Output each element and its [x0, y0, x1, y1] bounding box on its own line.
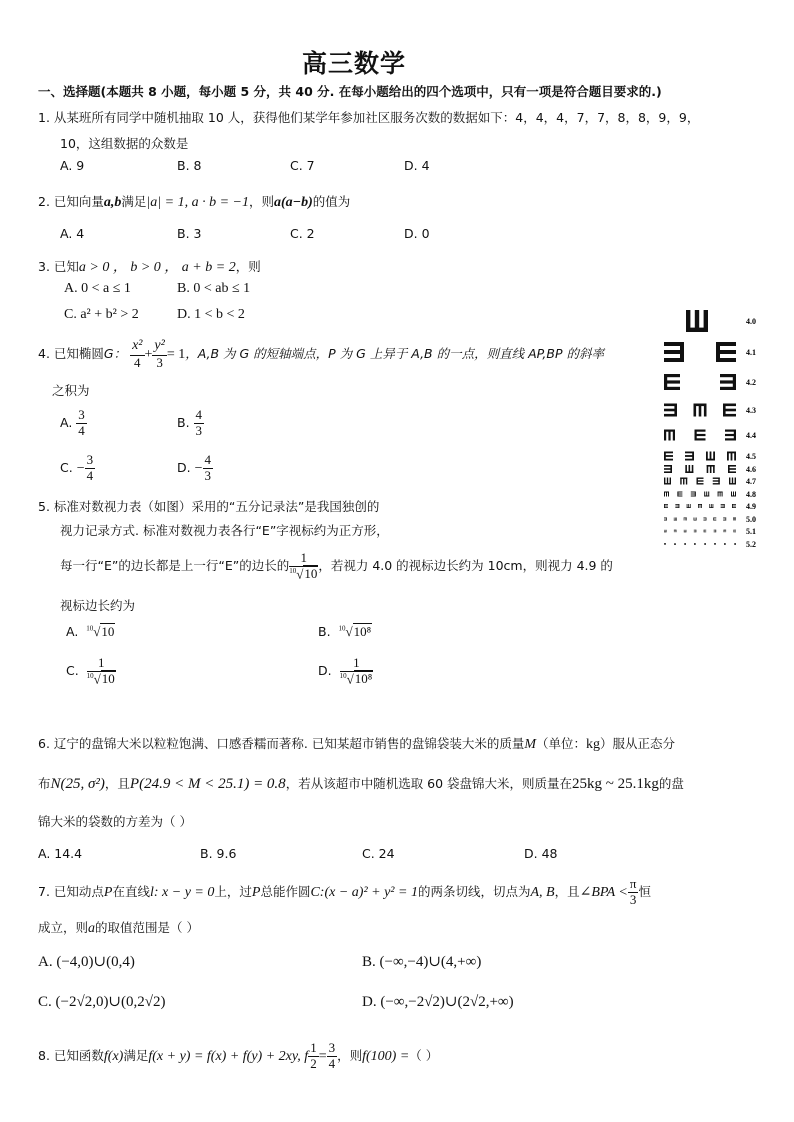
- question-5-line4: 视标边长约为: [60, 598, 136, 613]
- q4-option-b: B. $\frac{4}{3}$: [177, 407, 203, 438]
- q6-option-c: C. 24: [362, 846, 395, 861]
- eye-chart-e-7-4: [729, 478, 736, 485]
- eye-chart-level-label: 4.7: [746, 477, 756, 486]
- eye-chart-level-label: 4.4: [746, 431, 756, 440]
- q2-suffix: ，则: [248, 194, 274, 209]
- question-5-line2: 视力记录方式. 标准对数视力表各行“E”字视标约为正方形，: [60, 523, 389, 538]
- q3-option-d: D. 1 < b < 2: [177, 307, 245, 322]
- eye-chart-e-4-1: [695, 430, 706, 441]
- eye-chart-e-12-6: [724, 543, 726, 545]
- question-5-line3: 每一行“E”的边长都是上一行“E”的边长的 $\frac{1}{^{10}√10}$ ，若视力 4.0 的视标边长约为 10cm，则视力 4.9 的: [60, 549, 613, 582]
- q3-option-b: B. 0 < ab ≤ 1: [177, 281, 251, 296]
- eye-chart-e-7-0: [664, 478, 671, 485]
- q4-option-a: A. $\frac{3}{4}$: [60, 407, 85, 438]
- eye-chart-e-8-5: [731, 492, 736, 497]
- eye-chart-e-6-3: [728, 465, 736, 473]
- eye-chart-e-8-4: [718, 492, 723, 497]
- eye-chart-e-7-3: [713, 478, 720, 485]
- q1-option-b: B. 8: [177, 158, 202, 173]
- eye-chart-e-7-1: [680, 478, 687, 485]
- eye-chart-level-label: 4.1: [746, 348, 756, 357]
- q2-end: 的值为: [312, 194, 351, 209]
- eye-chart-e-10-0: [664, 518, 667, 521]
- eye-chart-e-12-3: [694, 543, 696, 545]
- q4-line2: 之积为: [52, 383, 90, 398]
- eye-chart-e-10-3: [694, 518, 697, 521]
- q4-x-fraction: $\frac{\text{x²}}{4}$: [132, 338, 143, 370]
- q3-prefix: 3. 已知: [38, 259, 79, 274]
- eye-chart-e-8-1: [677, 492, 682, 497]
- q4-g: G：: [103, 346, 127, 361]
- q2-option-c: C. 2: [290, 226, 315, 241]
- eye-chart-e-10-5: [713, 518, 716, 521]
- eye-chart-e-4-0: [664, 430, 675, 441]
- eye-chart-e-12-1: [674, 543, 676, 545]
- q7-option-b: B. (−∞,−4)∪(4,+∞): [362, 954, 482, 970]
- q7-option-c: C. (−2√2,0)∪(0,2√2): [38, 994, 166, 1010]
- eye-chart-e-12-2: [684, 543, 686, 545]
- q6-option-b: B. 9.6: [200, 846, 237, 861]
- question-7-line1: 7. 已知动点P在直线l: x − y = 0上，过P总能作圆C:(x − a)² + y² = 1的两条切线，切点为A, B，且∠BPA < $\frac{\pi}{3}$ 恒: [38, 876, 651, 907]
- q3-suffix: ，则: [235, 259, 261, 274]
- q2-expr: a(a−b): [273, 195, 313, 210]
- q3-option-a: A. 0 < a ≤ 1: [64, 281, 131, 296]
- eye-chart-e-9-0: [664, 504, 668, 508]
- q7-option-a: A. (−4,0)∪(0,4): [38, 954, 135, 970]
- q5-option-a: A. $^{10}$√10: [66, 624, 115, 639]
- eye-chart-e-5-1: [685, 452, 694, 461]
- q1-option-a: A. 9: [60, 158, 85, 173]
- eye-chart-e-9-2: [687, 504, 691, 508]
- eye-chart-level-label: 5.1: [746, 527, 756, 536]
- eye-chart-e-6-2: [707, 465, 715, 473]
- q1-option-d: D. 4: [404, 158, 430, 173]
- question-5-line1: 5. 标准对数视力表（如图）采用的“五分记录法”是我国独创的: [38, 499, 380, 514]
- question-2: [38, 192, 350, 211]
- question-6-line3: 锦大米的袋数的方差为（ ）: [38, 814, 192, 829]
- eye-chart-level-label: 4.2: [746, 378, 756, 387]
- q2-option-a: A. 4: [60, 226, 85, 241]
- question-1-line1: 1. 从某班所有同学中随机抽取 10 人，获得他们某学年参加社区服务次数的数据如下：4，4，4，7，7，8，8，9，9，: [38, 110, 700, 125]
- eye-chart-e-11-5: [714, 530, 717, 533]
- eye-chart-level-label: 4.9: [746, 502, 756, 511]
- q1-option-c: C. 7: [290, 158, 315, 173]
- eye-chart-level-label: 4.0: [746, 317, 756, 326]
- q4-text: ，A,B 为 G 的短轴端点，P 为 G 上异于 A,B 的一点，则直线 AP,BP 的斜率: [185, 346, 604, 361]
- eye-chart-e-9-5: [721, 504, 725, 508]
- eye-chart-e-3-0: [664, 404, 677, 417]
- eye-chart-level-label: 4.5: [746, 452, 756, 461]
- question-4: [38, 336, 604, 373]
- eye-chart-e-5-2: [706, 452, 715, 461]
- eye-chart-e-10-6: [723, 518, 726, 521]
- eye-chart-level-label: 4.6: [746, 465, 756, 474]
- section-header: 一、选择题(本题共 8 小题，每小题 5 分，共 40 分. 在每小题给出的四个选项中，只有一项是符合题目要求的.): [38, 84, 662, 99]
- eye-chart-e-11-7: [734, 530, 737, 533]
- eye-chart-e-6-0: [664, 465, 672, 473]
- q4-option-d: D. − $\frac{4}{3}$: [177, 452, 211, 483]
- eye-chart-e-5-0: [664, 452, 673, 461]
- eye-chart-e-5-3: [727, 452, 736, 461]
- eye-chart-e-12-0: [664, 543, 666, 545]
- eye-chart-level-label: 4.3: [746, 406, 756, 415]
- q2-vars: a,b: [103, 195, 122, 210]
- question-1-line2: 10，这组数据的众数是: [60, 136, 189, 151]
- eye-chart-e-8-3: [704, 492, 709, 497]
- q3-condition: a > 0 ， b > 0 ， a + b = 2: [78, 260, 236, 275]
- question-8: 8. 已知函数f(x)满足f(x + y) = f(x) + f(y) + 2xy, f $\frac{1}{2}$ = $\frac{3}{4}$ ，则f(100) =（ ）: [38, 1040, 439, 1071]
- eye-chart-e-9-3: [698, 504, 702, 508]
- q2-option-d: D. 0: [404, 226, 430, 241]
- eye-chart-e-11-6: [724, 530, 727, 533]
- q2-condition: |a| = 1, a · b = −1: [146, 195, 249, 210]
- eye-chart-e-10-2: [684, 518, 687, 521]
- eye-chart-e-8-0: [664, 492, 669, 497]
- eye-chart-e-2-0: [664, 374, 680, 390]
- eye-chart-e-11-3: [694, 530, 697, 533]
- question-6-line1: 6. 辽宁的盘锦大米以粒粒饱满、口感香糯而著称. 已知某超市销售的盘锦袋装大米的质量M（单位：kg）服从正态分: [38, 736, 676, 752]
- eye-chart-e-1-0: [664, 342, 684, 362]
- eye-chart-e-11-4: [704, 530, 707, 533]
- eye-chart-figure: [660, 305, 770, 550]
- q4-plus: +: [144, 347, 153, 362]
- q2-option-b: B. 3: [177, 226, 202, 241]
- eye-chart-e-9-1: [675, 504, 679, 508]
- eye-chart-e-12-7: [734, 543, 736, 545]
- eye-chart-e-11-0: [664, 530, 667, 533]
- eye-chart-e-10-7: [733, 518, 736, 521]
- eye-chart-e-4-2: [725, 430, 736, 441]
- eye-chart-e-1-1: [716, 342, 736, 362]
- eye-chart-e-2-1: [720, 374, 736, 390]
- eye-chart-e-7-2: [697, 478, 704, 485]
- eye-chart-level-label: 4.8: [746, 490, 756, 499]
- eye-chart-level-label: 5.2: [746, 540, 756, 549]
- q5-option-c: C. $\frac{1}{^{10}√10}$: [66, 654, 115, 687]
- eye-chart-e-12-4: [704, 543, 706, 545]
- eye-chart-e-6-1: [685, 465, 693, 473]
- eye-chart-e-10-4: [703, 518, 706, 521]
- eye-chart-e-11-1: [674, 530, 677, 533]
- eye-chart-e-0-0: [686, 310, 708, 332]
- q2-mid: 满足: [121, 194, 147, 209]
- eye-chart-e-10-1: [674, 518, 677, 521]
- q4-option-c: C. − $\frac{3}{4}$: [60, 452, 94, 483]
- q4-rhs: = 1: [166, 347, 186, 362]
- eye-chart-e-12-5: [714, 543, 716, 545]
- eye-chart-e-9-6: [732, 504, 736, 508]
- q6-option-d: D. 48: [524, 846, 558, 861]
- eye-chart-e-3-2: [723, 404, 736, 417]
- q4-prefix: 4. 已知椭圆: [38, 346, 104, 361]
- q7-option-d: D. (−∞,−2√2)∪(2√2,+∞): [362, 994, 514, 1010]
- eye-chart-e-9-4: [709, 504, 713, 508]
- question-7-line2: 成立，则a的取值范围是（ ）: [38, 920, 199, 936]
- q4-y-fraction: $\frac{\text{y²}}{3}$: [154, 338, 165, 370]
- eye-chart-e-8-2: [691, 492, 696, 497]
- q2-prefix: 2. 已知向量: [38, 194, 104, 209]
- q5-option-d: D. $\frac{1}{^{10}√10^8}$: [318, 654, 373, 687]
- question-3: [38, 256, 261, 276]
- eye-chart-e-11-2: [684, 530, 687, 533]
- eye-chart-level-label: 5.0: [746, 515, 756, 524]
- q5-option-b: B. $^{10}$√10⁸: [318, 624, 372, 639]
- q3-option-c: C. a² + b² > 2: [64, 307, 139, 322]
- page-title: 高三数学: [302, 49, 407, 78]
- eye-chart-e-3-1: [694, 404, 707, 417]
- q6-option-a: A. 14.4: [38, 846, 83, 861]
- question-6-line2: 布N(25, σ²)，且P(24.9 < M < 25.1) = 0.8，若从该超市中随机选取 60 袋盘锦大米，则质量在25kg ~ 25.1kg的盘: [38, 776, 684, 792]
